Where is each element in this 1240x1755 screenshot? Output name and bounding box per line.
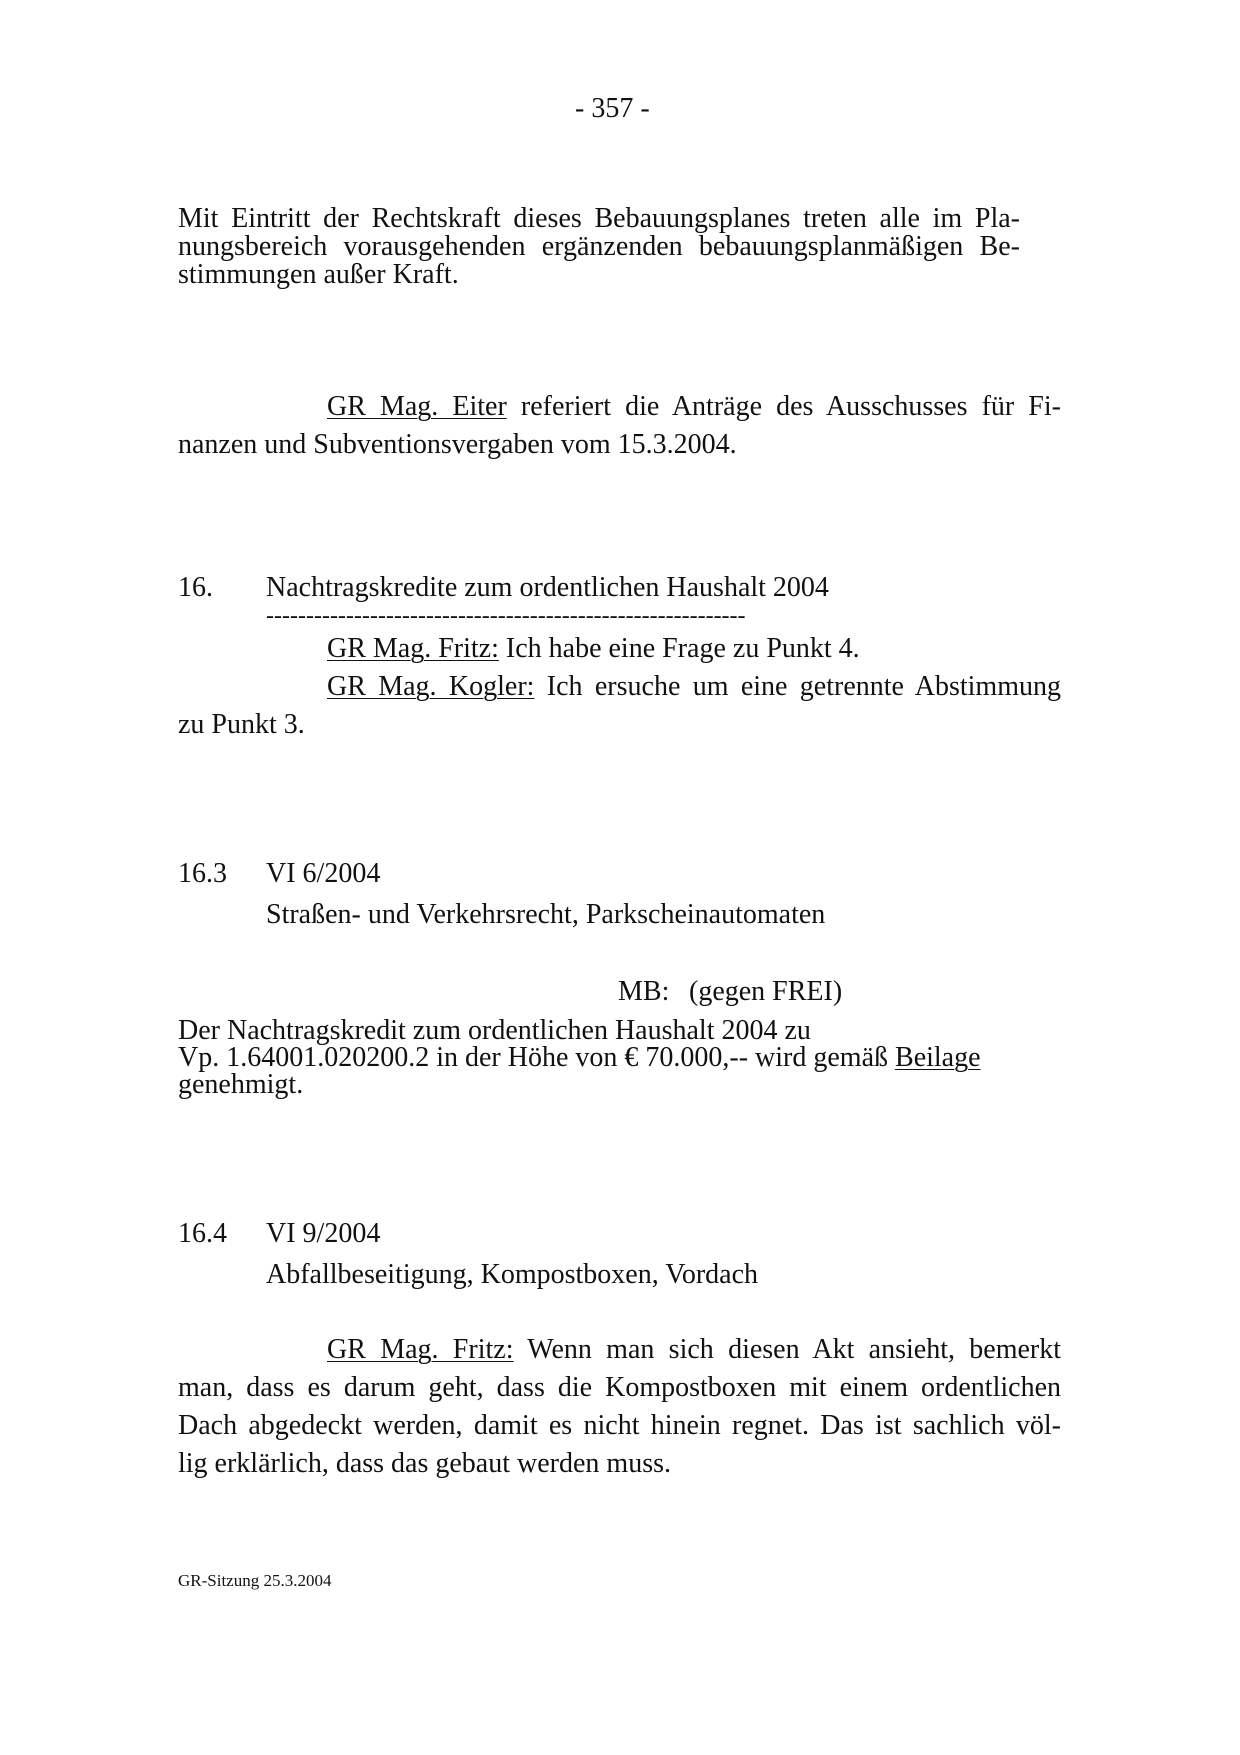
item-16-3-number: 16.3	[178, 858, 227, 889]
item-16-3-resolution-line-1: Der Nachtragskredit zum ordentlichen Haushalt 2004 zu	[178, 1015, 811, 1046]
item-16-kogler-line	[327, 672, 1061, 702]
speaker-fritz-2: GR Mag. Fritz:	[327, 1334, 514, 1365]
item-16-3-code: VI 6/2004	[266, 858, 381, 889]
eiter-line-1	[327, 392, 1061, 422]
fritz-statement-1: Wenn man sich diesen Akt ansieht, bemerkt	[513, 1334, 1062, 1365]
item-16-fritz-line	[327, 634, 860, 664]
footer-session-date: GR-Sitzung 25.3.2004	[178, 1571, 332, 1590]
item-16-4-code: VI 9/2004	[266, 1218, 381, 1249]
speaker-eiter: GR Mag. Eiter	[327, 391, 507, 422]
eiter-line-2: nanzen und Subventionsvergaben vom 15.3.2004.	[178, 429, 737, 460]
speaker-kogler: GR Mag. Kogler:	[327, 671, 535, 702]
item-16-separator: ------------------------------------------------------------	[266, 603, 746, 629]
eiter-text-1: referiert die Anträge des Ausschusses für Fi-	[506, 391, 1061, 422]
item-16-3-resolution-line-3: genehmigt.	[178, 1069, 304, 1100]
item-16-4-line-4: lig erklärlich, dass das gebaut werden muss.	[178, 1448, 671, 1479]
item-16-3-subject: Straßen- und Verkehrsrecht, Parkscheinautomaten	[266, 899, 826, 930]
item-16-number: 16.	[178, 572, 213, 603]
item-16-4-line-3: Dach abgedeckt werden, damit es nicht hinein regnet. Das ist sachlich völ-	[178, 1410, 1061, 1441]
intro-line-1: Mit Eintritt der Rechtskraft dieses Bebauungsplanes treten alle im Pla-	[178, 203, 1020, 234]
fritz-question: Ich habe eine Frage zu Punkt 4.	[498, 633, 860, 664]
item-16-title: Nachtragskredite zum ordentlichen Haushalt 2004	[266, 572, 829, 603]
item-16-4-number: 16.4	[178, 1218, 227, 1249]
item-16-4-line-2: man, dass es darum geht, dass die Kompostboxen mit einem ordentlichen	[178, 1372, 1061, 1403]
kogler-request: Ich ersuche um eine getrennte Abstimmung	[534, 671, 1061, 702]
speaker-fritz: GR Mag. Fritz:	[327, 633, 499, 664]
item-16-3-mb-value: (gegen FREI)	[689, 976, 843, 1007]
intro-line-2: nungsbereich vorausgehenden ergänzenden bebauungsplanmäßigen Be-	[178, 231, 1020, 262]
page-number: - 357 -	[575, 93, 650, 124]
item-16-kogler-line-2: zu Punkt 3.	[178, 709, 305, 740]
item-16-3-mb-label: MB:	[618, 976, 670, 1007]
intro-line-3: stimmungen außer Kraft.	[178, 259, 459, 290]
item-16-4-subject: Abfallbeseitigung, Kompostboxen, Vordach	[266, 1259, 759, 1290]
beilage-reference: Beilage	[895, 1042, 981, 1073]
item-16-4-line-1	[327, 1335, 1061, 1365]
resolution-text: Vp. 1.64001.020200.2 in der Höhe von € 70.000,-- wird gemäß	[178, 1042, 896, 1073]
